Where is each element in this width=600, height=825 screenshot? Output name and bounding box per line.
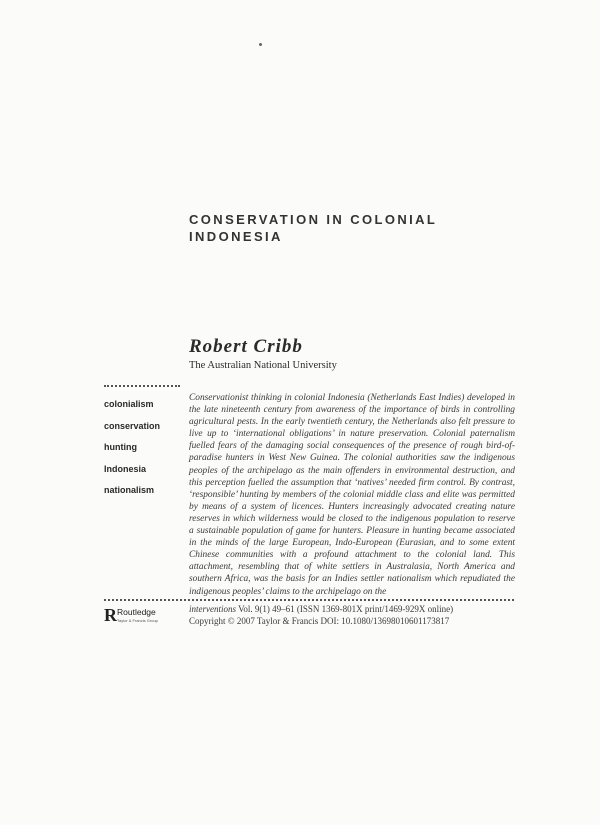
citation-block	[189, 604, 519, 627]
scan-speck	[259, 43, 262, 46]
publisher-logo-mark: R	[104, 605, 117, 625]
copyright-line: Copyright © 2007 Taylor & Francis DOI: 10.1080/13698010601173817	[189, 615, 450, 626]
keyword-item: conservation	[104, 420, 161, 431]
volume-info: Vol. 9(1) 49–61 (ISSN 1369-801X print/1469-929X online)	[238, 604, 454, 614]
dotted-divider-top	[104, 385, 180, 387]
citation-line-1	[189, 604, 519, 616]
keyword-list	[104, 398, 182, 506]
author-name: Robert Cribb	[189, 336, 303, 357]
keyword-item: nationalism	[104, 485, 155, 495]
article-title	[189, 211, 549, 245]
author-affiliation: The Australian National University	[189, 360, 337, 371]
dotted-divider-bottom	[104, 599, 514, 601]
keyword-item: hunting	[104, 442, 137, 452]
publisher-tagline: Taylor & Francis Group	[117, 618, 158, 623]
publisher-name: Routledge	[117, 607, 156, 617]
abstract-text: Conservationist thinking in colonial Indonesia (Netherlands East Indies) developed in the late nineteenth century from awareness of the importance of birds in controlling agricultural pests. In the early twentieth century, the Netherlands also felt pressure to live up to ‘international obligations’ in nature preservation. Colonial paternalism fuelled fears of the damaging social consequences of the presence of rough bird-of-paradise hunters in West New Guinea. The colonial authorities saw the indigenous peoples of the archipelago as the main offenders in environmental destruction, and this perception fuelled the assumption that ‘natives’ needed firm control. By contrast, ‘responsible’ hunting by members of the colonial middle class and elite was permitted by means of a system of licences. Hunters increasingly advocated creating nature reserves in which wilderness would be closed to the indigenous population to reserve a sustainable population of game for hunters. Pleasure in hunting became associated in the minds of the large European, Indo-European (Eurasian, and to some extent Chinese communities with a profound attachment to the colonial land. This attachment, resembling that of white settlers in Australasia, North America and southern Africa, was the basis for an Indies settler nationalism which repudiated the indigenous peoples’ claims to the archipelago on the	[189, 393, 515, 597]
keyword-item: colonialism	[104, 399, 154, 409]
title-line-2: INDONESIA	[189, 229, 283, 244]
routledge-logo	[104, 605, 184, 629]
title-line-1: CONSERVATION IN COLONIAL	[189, 212, 438, 227]
journal-name: interventions	[189, 604, 236, 614]
keyword-item: Indonesia	[104, 463, 147, 474]
